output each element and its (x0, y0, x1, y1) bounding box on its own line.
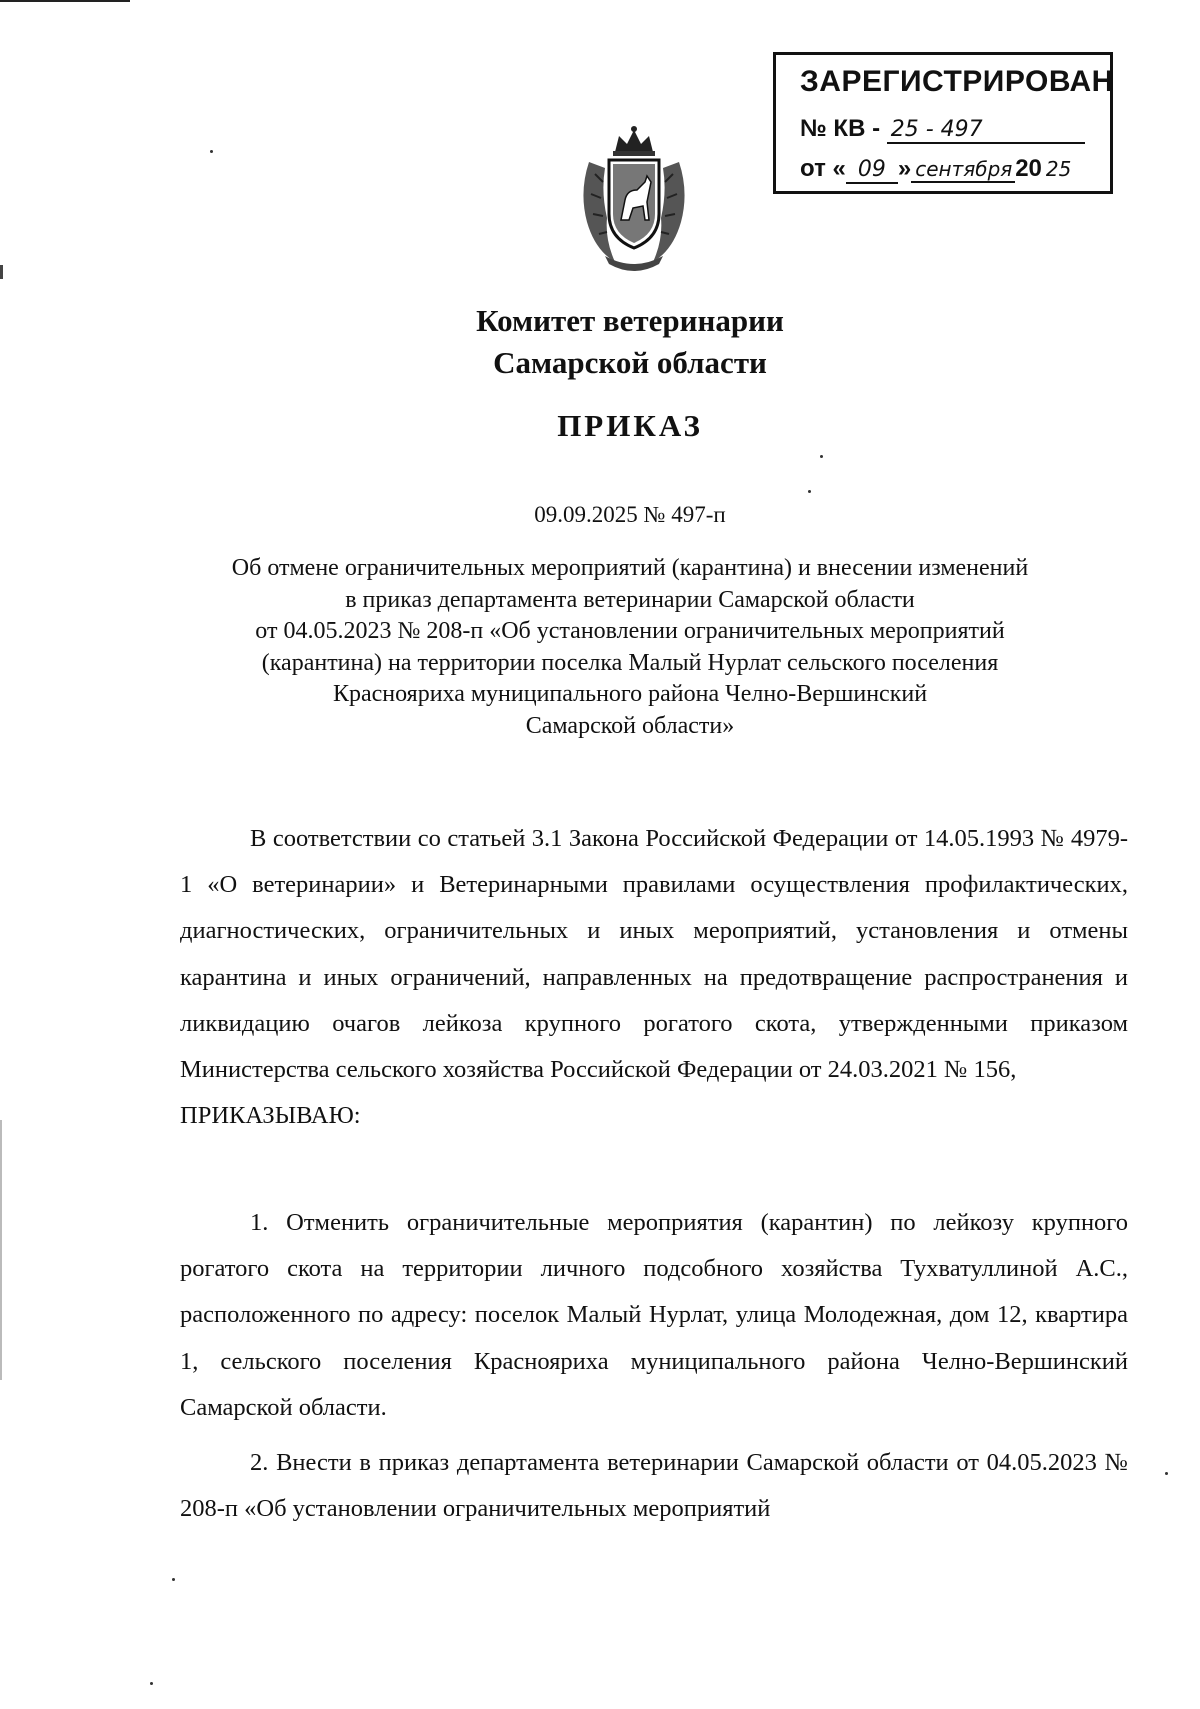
subject-line: (карантина) на территории поселка Малый Нурлат сельского поселения (261, 649, 999, 676)
stamp-date-row (800, 155, 1075, 184)
stamp-number-prefix: № КВ - (800, 115, 881, 142)
stamp-number-row (800, 115, 1085, 144)
stamp-title: ЗАРЕГИСТРИРОВАН (800, 65, 1114, 98)
scan-edge-mark (0, 1120, 2, 1380)
stamp-month-sep: » (897, 155, 912, 182)
subject-line: в приказ департамента ветеринарии Самарской области (345, 586, 915, 613)
stamp-month-handwritten: сентября (911, 157, 1015, 183)
org-line-1: Комитет ветеринарии (476, 303, 784, 338)
organization-name (160, 300, 1100, 384)
subject-line: Об отмене ограничительных мероприятий (карантина) и внесении изменений (231, 555, 1029, 581)
registration-stamp (773, 52, 1113, 194)
order-word: ПРИКАЗЫВАЮ: (180, 1102, 361, 1130)
subject-line: от 04.05.2023 № 208-п «Об установлении ограничительных мероприятий (255, 618, 1005, 644)
item-2-paragraph: 2. Внести в приказ департамента ветеринарии Самарской области от 04.05.2023 № 208-п «Об установлении ограничительных мероприятий (180, 1449, 1128, 1523)
org-line-2: Самарской области (493, 345, 767, 380)
scan-speck (150, 1682, 153, 1685)
stamp-date-prefix: от « (800, 155, 846, 182)
document-subject (160, 553, 1100, 742)
subject-line: Самарской области» (525, 712, 735, 739)
scan-edge-mark (0, 265, 3, 279)
scan-speck (210, 150, 213, 153)
scan-speck (820, 455, 823, 458)
scan-speck (1165, 1472, 1168, 1475)
scan-speck (172, 1578, 175, 1581)
item-2-block (180, 1440, 1128, 1532)
scan-artifact-line (0, 0, 130, 2)
stamp-year-prefix: 20 (1015, 155, 1042, 182)
preamble-block (180, 816, 1128, 1139)
scan-speck (808, 490, 811, 493)
item-1-block (180, 1200, 1128, 1431)
document-type: ПРИКАЗ (557, 408, 703, 443)
stamp-year-handwritten: 25 (1045, 157, 1072, 181)
item-1-paragraph: 1. Отменить ограничительные мероприятия (карантин) по лейкозу крупного рогатого скота на территории личного подсобного хозяйства Тухватуллиной А.С., расположенного по адресу: поселок Малый Нурлат, улица Молодежная, дом 12, квартира 1, сельского поселения Краснояриха муниципального района Челно-Вершинский Самарской области. (180, 1209, 1128, 1421)
stamp-day-handwritten: 09 (846, 157, 898, 184)
subject-line: Краснояриха муниципального района Челно-Вершинский (332, 681, 928, 707)
preamble-paragraph: В соответствии со статьей 3.1 Закона Российской Федерации от 14.05.1993 № 4979-1 «О ветеринарии» и Ветеринарными правилами осуществления профилактических, диагностических, ограничительных и иных мероприятий, установления и отмены карантина и иных ограничений, направленных на предотвращение распространения и ликвидацию очагов лейкоза крупного рогатого скота, утвержденными приказом Министерства сельского хозяйства Российской Федерации от 24.03.2021 № 156, (180, 825, 1128, 1084)
coat-of-arms-emblem (575, 122, 693, 274)
stamp-number-handwritten: 25 - 497 (887, 117, 1085, 144)
document-date-number: 09.09.2025 № 497-п (534, 502, 726, 527)
